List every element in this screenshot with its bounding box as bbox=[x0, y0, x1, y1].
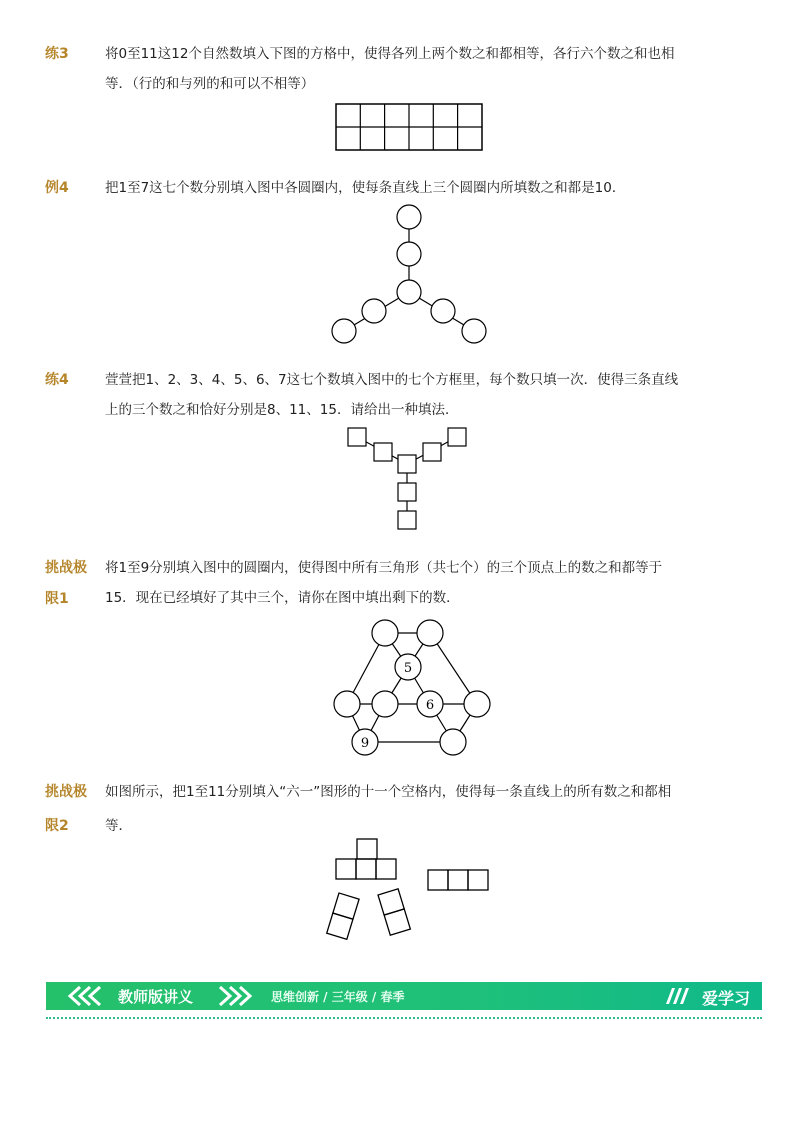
problem-text-lian4: 萱萱把1、2、3、4、5、6、7这七个数填入图中的七个方框里，每个数只填一次．使得三条直线 上的三个数之和恰好分别是8、11、15．请给出一种填法． bbox=[105, 372, 679, 418]
problem-text-li4: 把1至7这七个数分别填入图中各圆圈内，使每条直线上三个圆圈内所填数之和都是10． bbox=[105, 180, 626, 196]
problem-tag-lian4: 练4 bbox=[45, 372, 69, 388]
problem-text-lian3: 将0至11这12个自然数填入下图的方格中，使得各列上两个数之和都相等，各行六个数之和也相 等．（行的和与列的和可以不相等） bbox=[105, 46, 675, 92]
footer-title: 教师版讲义 bbox=[118, 988, 194, 1006]
problem-text-challenge2: 如图所示，把1至11分别填入“六一”图形的十一个空格内，使得每一条直线上的所有数之和都相 等． bbox=[105, 784, 672, 834]
problem-tag-challenge1: 挑战极 限1 bbox=[45, 560, 87, 607]
triangle-circles-figure bbox=[325, 612, 495, 760]
liu-yi-figure bbox=[325, 835, 500, 945]
filled-number-9: 9 bbox=[360, 736, 370, 751]
problem-tag-li4: 例4 bbox=[45, 180, 69, 196]
three-ray-squares-figure bbox=[345, 425, 475, 535]
brand-logo-icon bbox=[664, 986, 690, 1006]
page-footer bbox=[46, 982, 762, 1012]
problem-tag-lian3: 练3 bbox=[45, 46, 69, 62]
problem-tag-challenge2: 挑战极 限2 bbox=[45, 784, 87, 834]
footer-brand: 爱学习 bbox=[701, 989, 750, 1008]
footer-band bbox=[46, 982, 762, 1010]
grid-2x6-figure bbox=[335, 103, 483, 151]
problem-text-challenge1: 将1至9分别填入图中的圆圈内，使得图中所有三角形（共七个）的三个顶点上的数之和都等于 15．现在已经填好了其中三个，请你在图中填出剩下的数． bbox=[105, 560, 663, 606]
chevron-left-icon bbox=[66, 985, 106, 1007]
chevron-right-icon bbox=[214, 985, 254, 1007]
three-ray-circles-figure bbox=[325, 198, 495, 348]
footer-dotted-divider bbox=[46, 1017, 762, 1019]
filled-number-6: 6 bbox=[425, 698, 435, 713]
footer-breadcrumb: 思维创新 / 三年级 / 春季 bbox=[271, 990, 405, 1004]
filled-number-5: 5 bbox=[403, 661, 413, 676]
